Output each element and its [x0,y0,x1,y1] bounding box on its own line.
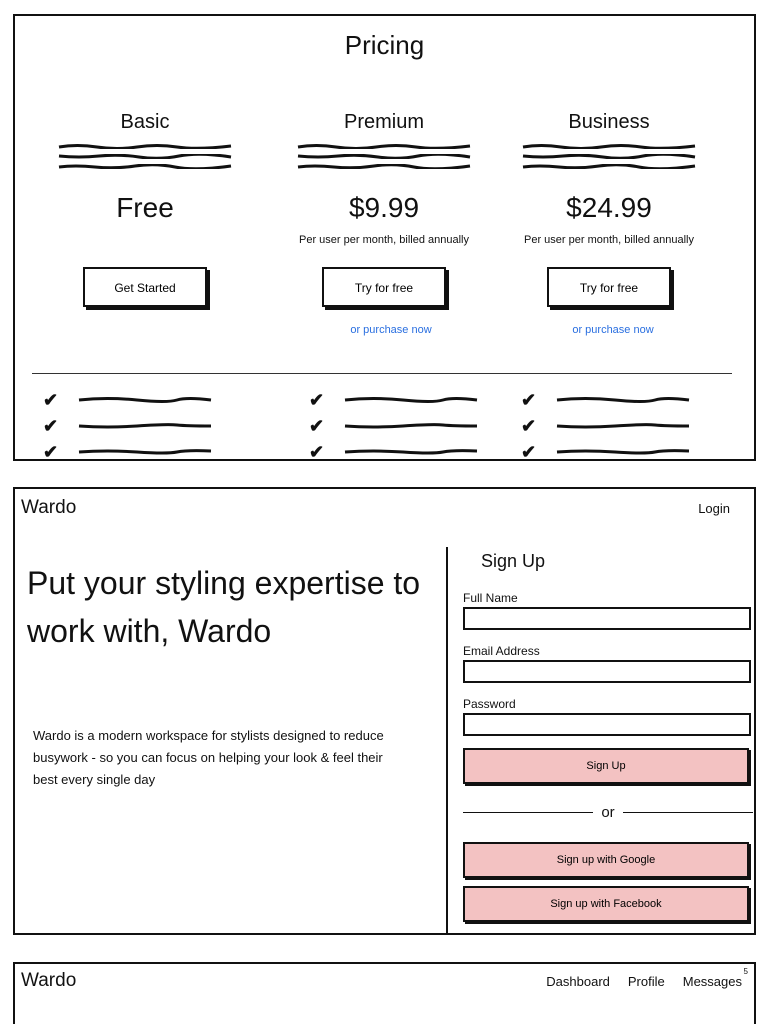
check-icon: ✔ [309,416,325,436]
plan-price: $24.99 [566,192,652,223]
feature-item [309,387,479,413]
email-field[interactable] [463,660,751,683]
check-icon: ✔ [521,442,537,462]
feature-item [521,439,691,465]
vertical-divider [446,547,448,933]
sign-up-facebook-button[interactable]: Sign up with Facebook [463,886,749,922]
feature-item [521,413,691,439]
hero-description: Wardo is a modern workspace for stylists designed to reduce busywork - so you can focus on helping your look & feel their best every single day [33,728,384,787]
pricing-frame [13,14,756,461]
dashboard-frame [13,962,756,1024]
nav-messages-wrapper [682,967,748,989]
plan-price: Free [116,192,174,223]
purchase-now-link[interactable]: or purchase now [350,324,432,336]
feature-item [309,413,479,439]
check-icon: ✔ [521,416,537,436]
plan-description-placeholder [296,144,472,168]
feature-item [43,439,213,465]
check-icon: ✔ [521,390,537,410]
check-icon: ✔ [309,390,325,410]
plan-name: Basic [120,111,170,133]
password-label: Password [463,697,516,711]
check-icon: ✔ [43,442,59,462]
check-icon: ✔ [309,442,325,462]
separator-line [623,812,753,813]
get-started-button[interactable]: Get Started [83,267,207,307]
plan-billing-note: Per user per month, billed annually [524,234,694,246]
check-icon: ✔ [43,416,59,436]
plan-billing-note [35,232,255,248]
pricing-title: Pricing [344,30,425,60]
plan-billing-note: Per user per month, billed annually [299,234,469,246]
sign-up-button[interactable]: Sign Up [463,748,749,784]
sign-up-google-button[interactable]: Sign up with Google [463,842,749,878]
nav-messages[interactable]: Messages [682,974,742,989]
top-nav [546,967,748,989]
email-label: Email Address [463,644,540,658]
signup-form [463,547,753,922]
feature-item [309,439,479,465]
brand-logo[interactable]: Wardo [21,497,77,518]
feature-item [43,413,213,439]
plan-name: Premium [343,111,424,133]
full-name-label: Full Name [463,591,518,605]
plan-description-placeholder [57,144,233,168]
feature-list-premium [309,387,479,465]
nav-dashboard[interactable]: Dashboard [546,974,610,989]
login-link[interactable]: Login [698,501,730,516]
brand-logo[interactable]: Wardo [21,970,77,991]
nav-profile[interactable]: Profile [627,974,665,989]
separator-line [463,812,593,813]
signup-heading: Sign Up [481,551,546,571]
check-icon: ✔ [43,390,59,410]
password-field[interactable] [463,713,751,736]
plan-premium [274,108,494,340]
feature-list-basic [43,387,213,465]
signup-frame [13,487,756,935]
try-for-free-button[interactable]: Try for free [547,267,671,307]
feature-item [43,387,213,413]
messages-count-badge: 5 [743,967,748,976]
purchase-now-link[interactable]: or purchase now [572,324,654,336]
plan-price: $9.99 [348,192,420,223]
plan-name: Business [568,111,650,133]
or-separator [463,800,753,824]
plan-business [499,108,719,340]
try-for-free-button[interactable]: Try for free [322,267,446,307]
or-text: or [601,803,615,821]
hero-title: Put your styling expertise to work with, Wardo [27,565,421,649]
feature-list-business [521,387,691,465]
full-name-field[interactable] [463,607,751,630]
plan-basic [35,108,255,307]
feature-item [521,387,691,413]
plan-description-placeholder [521,144,697,168]
pricing-divider [32,373,732,374]
